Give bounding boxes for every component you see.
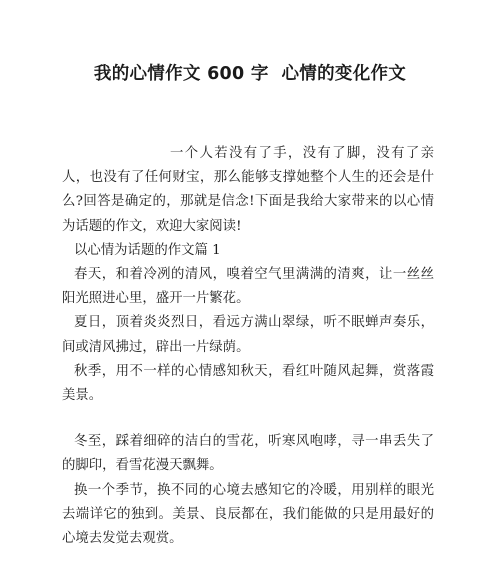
paragraph-spring: 春天，和着冷冽的清风，嗅着空气里满满的清爽，让一丝丝阳光照进心里，盛开一片繁花。 <box>62 267 434 307</box>
paragraph-summer: 夏日，顶着炎炎烈日，看远方满山翠绿，听不眠蝉声奏乐，间或清风拂过，辟出一片绿荫。 <box>62 315 434 355</box>
section-heading: 以心情为话题的作文篇 1 <box>74 242 221 258</box>
document-body <box>62 142 434 551</box>
paragraph-seasons: 换一个季节，换不同的心境去感知它的冷暖，用别样的眼光去端详它的独到。美景、良辰都在，我们能做的只是用最好的心境去发觉去观赏。 <box>62 482 434 547</box>
intro-paragraph: 一个人若没有了手，没有了脚，没有了亲人，也没有了任何财宝，那么能够支撑她整个人生的还会是什么?回答是确定的，那就是信念!下面是我给大家带来的以心情为话题的作文，欢迎大家阅读! <box>62 146 434 234</box>
paragraph-autumn: 秋季，用不一样的心情感知秋天，看红叶随风起舞，赏落霞美景。 <box>62 363 434 404</box>
document-title: 我的心情作文 600 字 心情的变化作文 <box>93 64 407 84</box>
paragraph-winter: 冬至，踩着细碎的洁白的雪花，听寒风咆哮，寻一串丢失了的脚印，看雪花漫天飘舞。 <box>62 434 434 474</box>
